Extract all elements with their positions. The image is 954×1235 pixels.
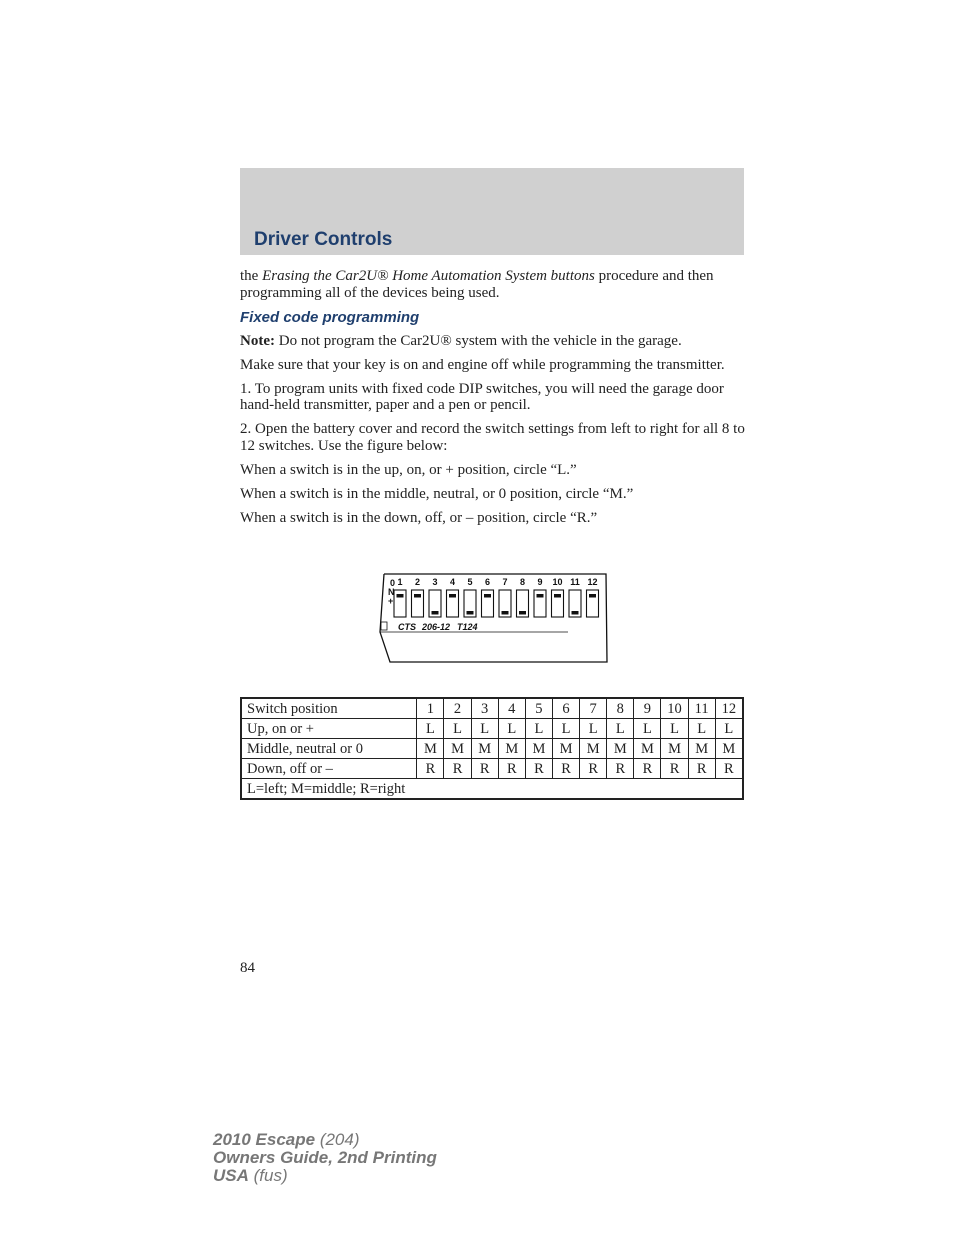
table-cell: L [498, 719, 525, 739]
document-footer [213, 1131, 437, 1185]
switch-number-label: 11 [570, 577, 580, 587]
table-cell: R [580, 759, 607, 779]
table-cell: M [471, 739, 498, 759]
dip-switch-knob [414, 594, 421, 598]
row-label: Up, on or + [241, 719, 417, 739]
dip-switch-knob [572, 611, 579, 615]
table-column-header: 2 [444, 698, 471, 719]
dip-switch-knob [537, 594, 544, 598]
table-cell: R [498, 759, 525, 779]
footer-market: USA [213, 1166, 249, 1185]
table-cell: L [417, 719, 444, 739]
table-cell: R [634, 759, 661, 779]
table-column-header: 9 [634, 698, 661, 719]
table-footnote-row [241, 779, 743, 800]
table-cell: L [688, 719, 715, 739]
dip-switch-knob [397, 594, 404, 598]
dip-switch-knob [432, 611, 439, 615]
page-content [240, 268, 746, 534]
dip-switch-knob [519, 611, 526, 615]
switch-number-label: 5 [467, 577, 473, 587]
table-row [241, 759, 743, 779]
table-cell: M [444, 739, 471, 759]
dip-switch-figure [378, 570, 610, 666]
table-column-header: 1 [417, 698, 444, 719]
figure-label-code: T124 [457, 622, 478, 632]
table-cell: L [444, 719, 471, 739]
subheading-fixed-code: Fixed code programming [240, 309, 420, 326]
table-cell: L [525, 719, 552, 739]
section-header-band [240, 168, 744, 255]
note-paragraph [240, 333, 746, 350]
table-cell: M [525, 739, 552, 759]
switch-number-label: 12 [587, 577, 598, 587]
figure-label-cts: CTS [398, 622, 416, 632]
table-column-header: 3 [471, 698, 498, 719]
erase-procedure-reference: Erasing the Car2U® Home Automation System buttons [262, 268, 595, 284]
dip-switch-knob [449, 594, 456, 598]
table-column-header: 6 [552, 698, 579, 719]
table-cell: L [471, 719, 498, 739]
table-column-header: 12 [715, 698, 743, 719]
middle-position-paragraph: When a switch is in the middle, neutral, or 0 position, circle “M.” [240, 485, 634, 502]
up-position-paragraph: When a switch is in the up, on, or + position, circle “L.” [240, 461, 577, 478]
table-cell: L [552, 719, 579, 739]
switch-number-label: 4 [449, 577, 456, 587]
dip-switch-knob [554, 594, 561, 598]
footer-line-1 [213, 1131, 437, 1149]
switch-number-label: 2 [414, 577, 421, 587]
footer-line-3 [213, 1167, 437, 1185]
table-cell: M [498, 739, 525, 759]
intro-pre: the [240, 268, 263, 284]
table-cell: L [634, 719, 661, 739]
table-row [241, 719, 743, 739]
note-label: Note: [240, 332, 275, 349]
dip-switch-knob [484, 594, 491, 598]
table-cell: L [580, 719, 607, 739]
switch-number-label: 8 [519, 577, 526, 587]
table-cell: R [552, 759, 579, 779]
table-cell: M [607, 739, 634, 759]
switch-number-label: 1 [397, 577, 403, 587]
switch-number-label: 10 [552, 577, 563, 587]
side-label-zero: 0 [390, 578, 396, 588]
table-cell: L [607, 719, 634, 739]
side-label-plus: + [388, 596, 394, 606]
table-column-header: 8 [607, 698, 634, 719]
table-cell: R [444, 759, 471, 779]
footer-model: 2010 Escape [213, 1130, 316, 1149]
table-cell: R [471, 759, 498, 779]
table-cell: M [688, 739, 715, 759]
key-paragraph: Make sure that your key is on and engine off while programming the transmitter. [240, 356, 725, 373]
table-header-label: Switch position [241, 698, 417, 719]
dip-switch-illustration [378, 570, 610, 666]
table-column-header: 7 [580, 698, 607, 719]
figure-label-model: 206-12 [422, 622, 451, 632]
table-cell: R [688, 759, 715, 779]
footer-model-code: (204) [315, 1130, 360, 1149]
switch-number-label: 6 [484, 577, 491, 587]
table-cell: R [417, 759, 444, 779]
footer-market-code: (fus) [248, 1166, 288, 1185]
table-row [241, 739, 743, 759]
table-cell: M [552, 739, 579, 759]
intro-post: procedure and then programming all of the devices being used. [240, 268, 714, 301]
dip-switch-knob [589, 594, 596, 598]
table-header-row [241, 698, 743, 719]
table-cell: R [715, 759, 743, 779]
switch-number-label: 9 [537, 577, 543, 587]
dip-switch-knob [467, 611, 474, 615]
row-label: Down, off or – [241, 759, 417, 779]
switch-number-label: 7 [502, 577, 508, 587]
dip-switch-knob [502, 611, 509, 615]
table-cell: M [634, 739, 661, 759]
table-column-header: 11 [688, 698, 715, 719]
table-cell: L [715, 719, 743, 739]
table-cell: M [417, 739, 444, 759]
side-label-n: N [388, 587, 395, 597]
step-2-paragraph: 2. Open the battery cover and record the switch settings from left to right for all 8 to 12 switches. Use the figure below: [240, 421, 745, 454]
step-1-paragraph: 1. To program units with fixed code DIP switches, you will need the garage door hand-held transmitter, paper and a pen or pencil. [240, 380, 724, 413]
table-cell: M [580, 739, 607, 759]
table-cell: L [661, 719, 688, 739]
table-column-header: 5 [525, 698, 552, 719]
row-label: Middle, neutral or 0 [241, 739, 417, 759]
table-cell: M [661, 739, 688, 759]
intro-paragraph [240, 268, 746, 301]
table-footnote: L=left; M=middle; R=right [241, 779, 743, 800]
note-text: Do not program the Car2U® system with the vehicle in the garage. [274, 332, 682, 349]
switch-number-label: 3 [432, 577, 438, 587]
table-cell: R [525, 759, 552, 779]
section-title: Driver Controls [254, 229, 393, 250]
switch-position-table [240, 697, 744, 800]
table-column-header: 10 [661, 698, 688, 719]
table-cell: M [715, 739, 743, 759]
table-column-header: 4 [498, 698, 525, 719]
down-position-paragraph: When a switch is in the down, off, or – position, circle “R.” [240, 509, 598, 526]
table-cell: R [661, 759, 688, 779]
page-number: 84 [240, 960, 255, 976]
footer-line-2: Owners Guide, 2nd Printing [213, 1148, 437, 1167]
table-cell: R [607, 759, 634, 779]
